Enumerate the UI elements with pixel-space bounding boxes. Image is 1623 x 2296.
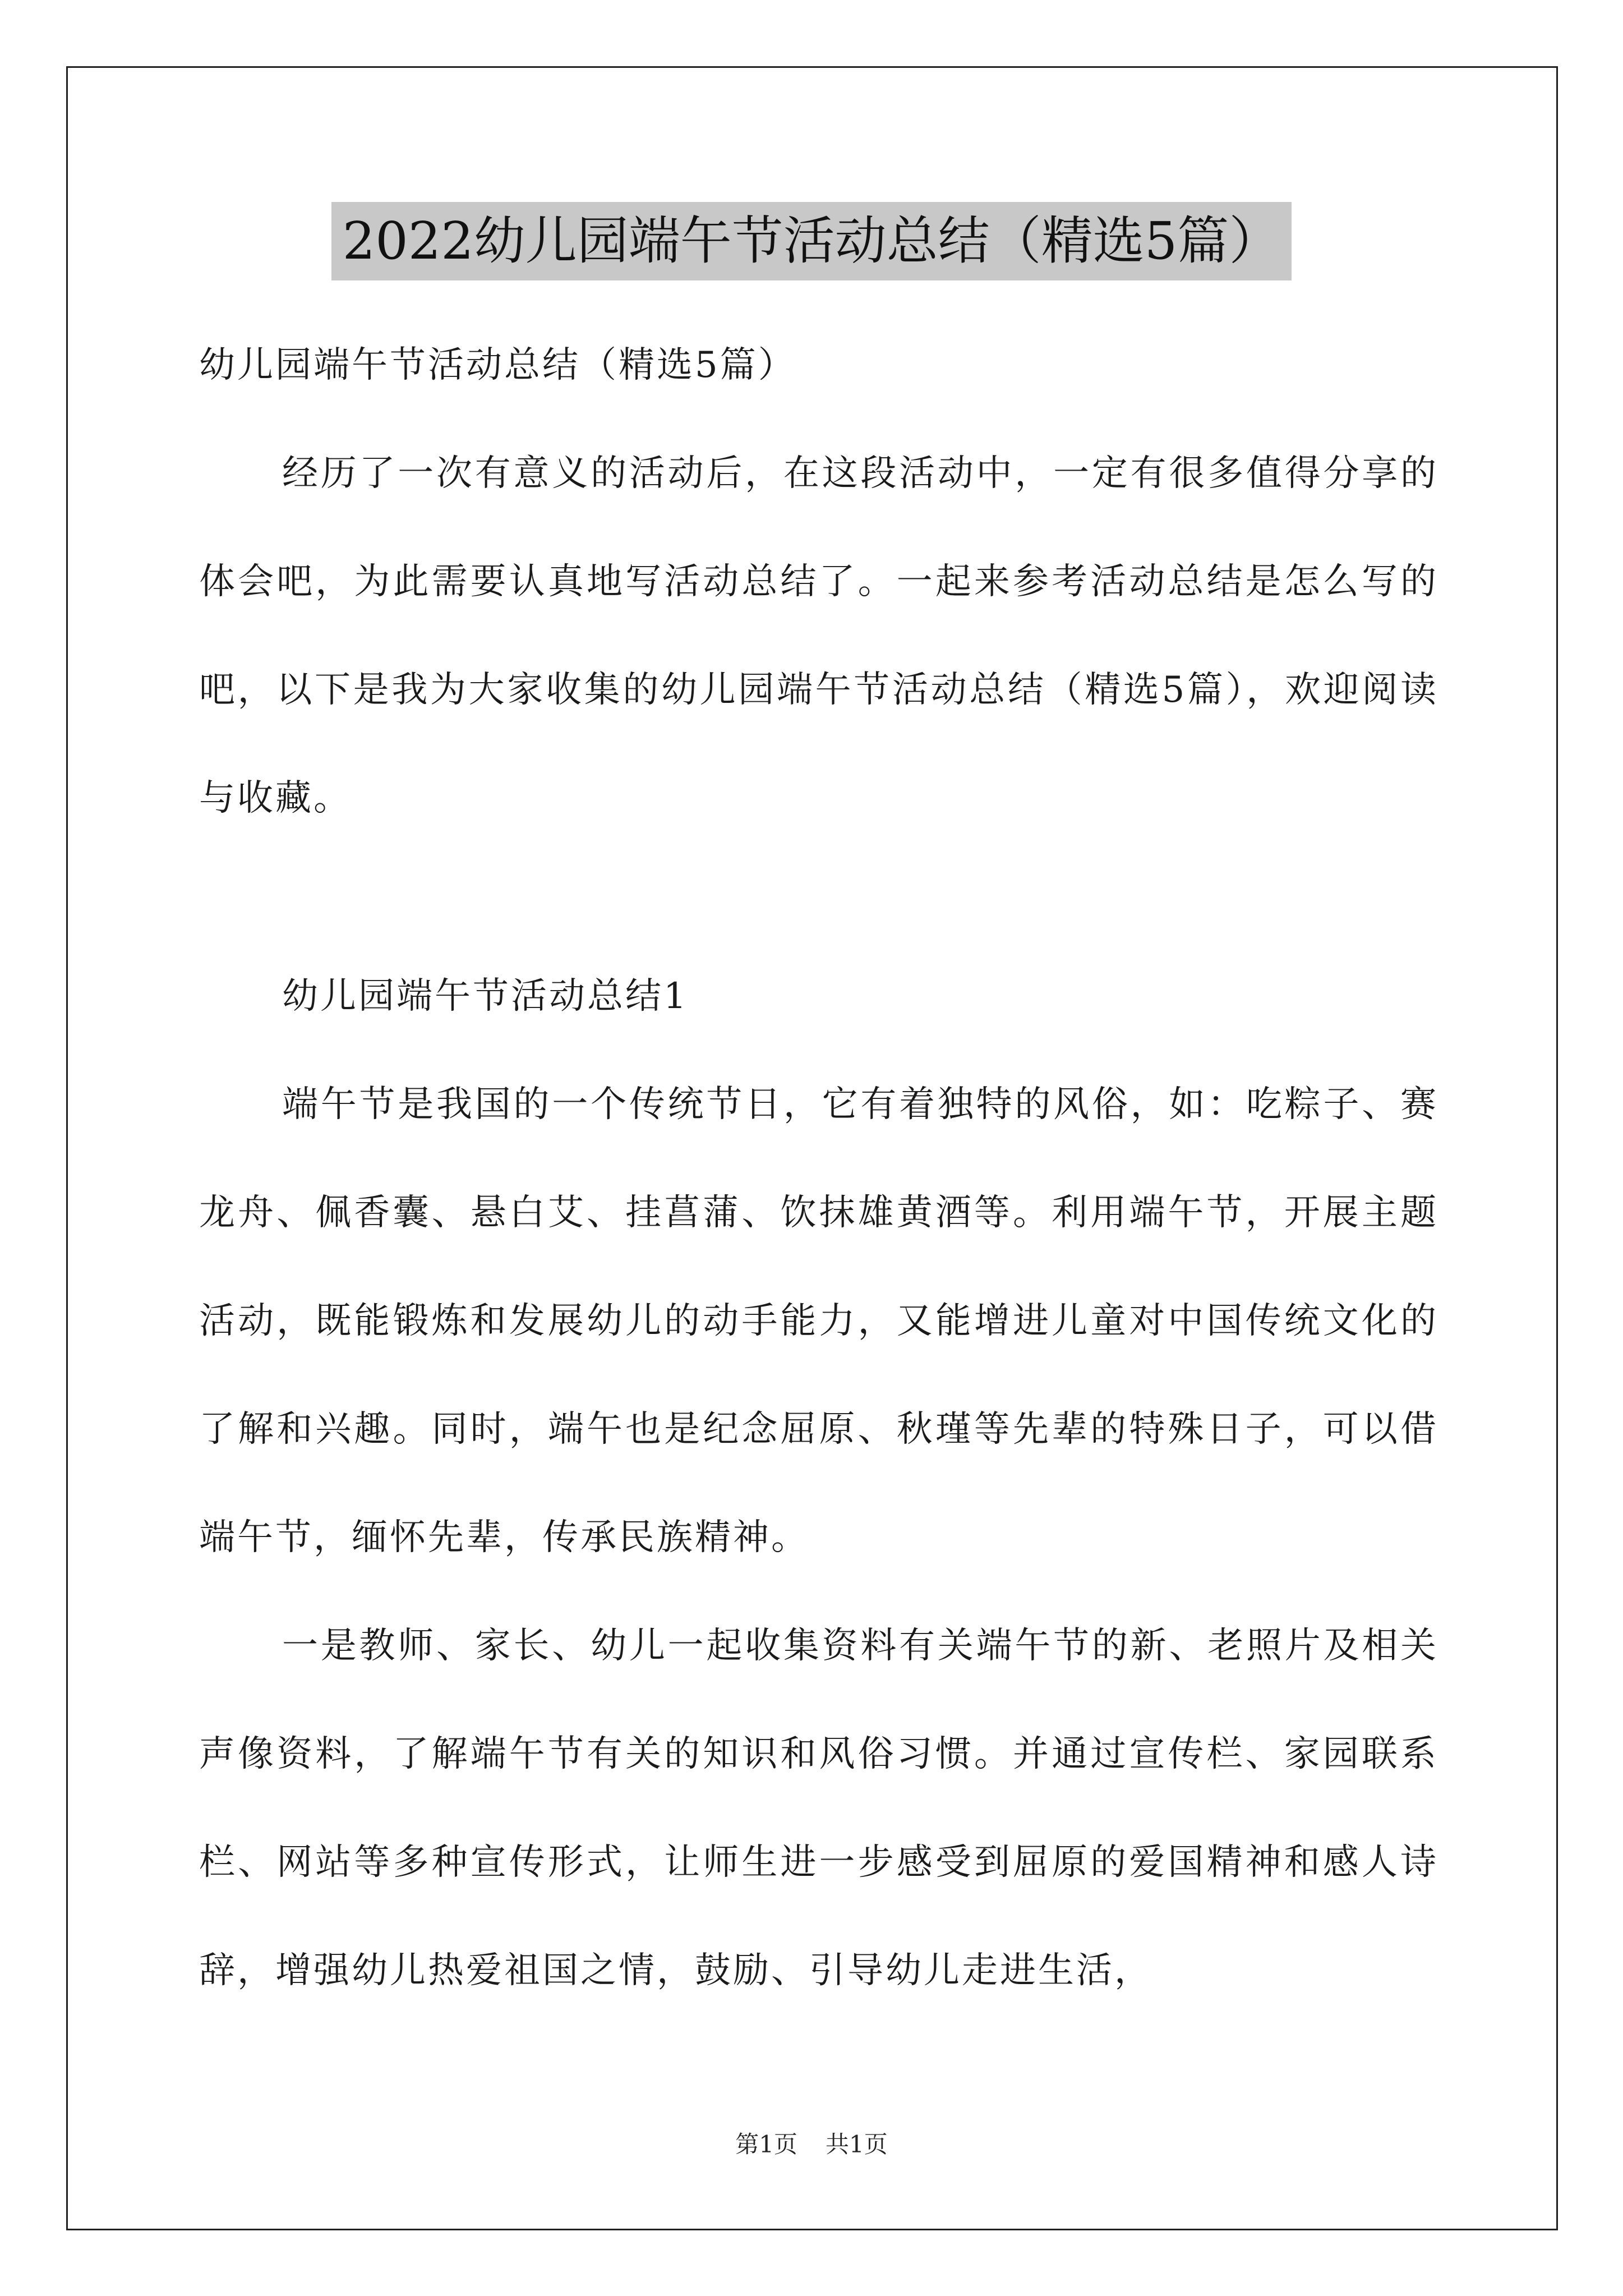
body-paragraph: 端午节是我国的一个传统节日，它有着独特的风俗，如：吃粽子、赛龙舟、佩香囊、悬白艾、挂菖蒲、饮抹雄黄酒等。利用端午节，开展主题活动，既能锻炼和发展幼儿的动手能力，又能增进儿童对中国传统文化的了解和兴趣。同时，端午也是纪念屈原、秋瑾等先辈的特殊日子，可以借端午节，缅怀先辈，传承民族精神。 — [199, 1084, 1438, 1558]
document-title: 2022幼儿园端午节活动总结（精选5篇） — [331, 202, 1292, 280]
section-gap — [199, 853, 1438, 942]
page-number: 第1页 — [735, 2131, 797, 2158]
page-footer — [0, 2126, 1623, 2160]
title-container — [0, 202, 1623, 280]
document-body — [199, 311, 1438, 2025]
section-heading: 幼儿园端午节活动总结1 — [282, 976, 689, 1017]
intro-paragraph: 经历了一次有意义的活动后，在这段活动中，一定有很多值得分享的体会吧，为此需要认真地写活动总结了。一起来参考活动总结是怎么写的吧，以下是我为大家收集的幼儿园端午节活动总结（精选5篇），欢迎阅读与收藏。 — [199, 453, 1438, 819]
body-paragraph: 一是教师、家长、幼儿一起收集资料有关端午节的新、老照片及相关声像资料，了解端午节有关的知识和风俗习惯。并通过宣传栏、家园联系栏、网站等多种宣传形式，让师生进一步感受到屈原的爱国精神和感人诗辞，增强幼儿热爱祖国之情，鼓励、引导幼儿走进生活， — [199, 1625, 1438, 1991]
page-total: 共1页 — [826, 2131, 888, 2158]
document-subtitle: 幼儿园端午节活动总结（精选5篇） — [199, 344, 796, 386]
